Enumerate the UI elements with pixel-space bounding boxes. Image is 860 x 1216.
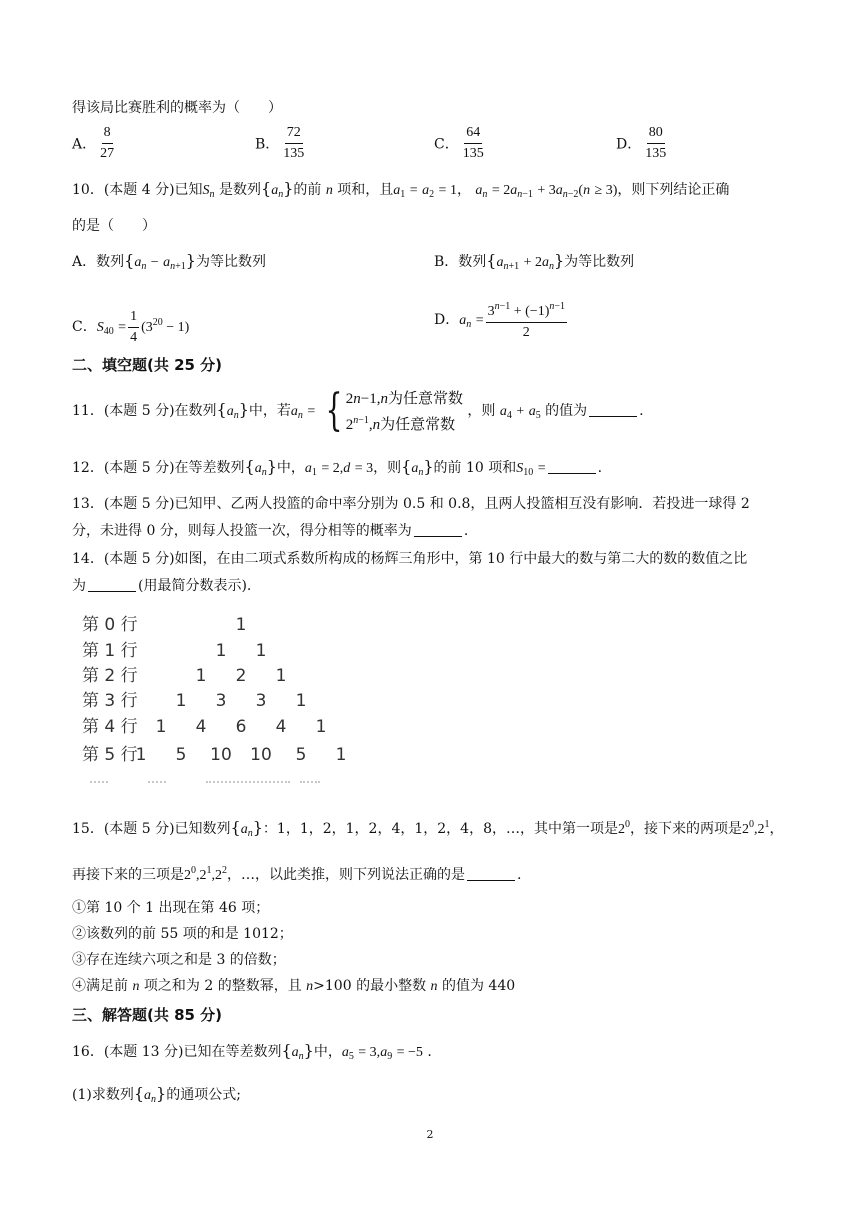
pascal-number: 3	[215, 691, 227, 711]
option-letter: A．	[72, 136, 97, 153]
pascal-row	[82, 690, 382, 712]
pascal-number: 2	[235, 666, 247, 686]
option-fraction: $\frac{64}{135}$	[462, 125, 484, 161]
figure-dots	[148, 781, 166, 783]
figure-dots	[206, 781, 290, 783]
q14-line1: 14．(本题 5 分)如图，在由二项式系数所构成的杨辉三角形中，第 10 行中最大的数与第二大的数的数值之比	[72, 551, 748, 567]
pascal-number: 5	[295, 745, 307, 765]
pascal-row-label: 第 2 行	[82, 666, 138, 686]
pascal-number: 1	[335, 745, 347, 765]
pascal-number: 3	[255, 691, 267, 711]
q16-text: 16．(本题 13 分)已知在等差数列$\{a_n\}$中，$a_5 = 3,a_9 = -5$ .	[72, 1041, 432, 1062]
pascal-row-label: 第 4 行	[82, 717, 138, 737]
option-letter: B．	[255, 136, 280, 153]
pascal-row	[82, 614, 382, 636]
q10-option-d: D．$a_n$ = $\frac{3^{n-1} + (-1)^{n-1}}{2}$	[434, 296, 569, 349]
q9-tail-text: 得该局比赛胜利的概率为（ ）	[72, 100, 282, 116]
pascal-row-label: 第 5 行	[82, 745, 138, 765]
pascal-number: 4	[195, 717, 207, 737]
option-fraction: $\frac{8}{27}$	[100, 125, 115, 161]
q15-item-2: ②该数列的前 55 项的和是 1012；	[72, 926, 293, 942]
option-fraction: $\frac{80}{135}$	[645, 125, 667, 161]
pascal-row-label: 第 3 行	[82, 691, 138, 711]
pascal-number: 4	[275, 717, 287, 737]
q13-line1: 13．(本题 5 分)已知甲、乙两人投篮的命中率分别为 0.5 和 0.8，且两人投篮相互没有影响．若投进一球得 2	[72, 496, 750, 512]
q9-option-b	[255, 124, 308, 163]
pascal-number: 1	[275, 666, 287, 686]
pascal-row	[82, 744, 382, 766]
pascal-row	[82, 716, 382, 738]
pascal-number: 10	[210, 745, 232, 765]
pascal-number: 1	[155, 717, 167, 737]
q16-part-1: (1)求数列$\{a_n\}$的通项公式;	[72, 1084, 241, 1105]
q10-option-c: C．$S_{40}$ = $\frac{1}{4}$ $(3^{20} - 1)$	[72, 308, 190, 345]
pascal-number: 1	[255, 641, 267, 661]
pascal-row	[82, 640, 382, 662]
pascal-row	[82, 665, 382, 687]
figure-dots	[300, 781, 320, 783]
q15-item-3: ③存在连续六项之和是 3 的倍数；	[72, 952, 286, 968]
pascal-number: 5	[175, 745, 187, 765]
pascal-row-label: 第 0 行	[82, 615, 138, 635]
pascal-number: 6	[235, 717, 247, 737]
section-2-heading: 二、填空题(共 25 分)	[72, 356, 223, 374]
q13-line2: 分，未进得 0 分，则每人投篮一次，得分相等的概率为 .	[72, 523, 469, 539]
pascal-number: 1	[215, 641, 227, 661]
page-number: 2	[426, 1128, 434, 1141]
pascal-number: 1	[135, 745, 147, 765]
pascal-number: 1	[175, 691, 187, 711]
pascal-number: 10	[250, 745, 272, 765]
pascal-row-label: 第 1 行	[82, 641, 138, 661]
q15-item-4: ④满足前 n 项之和为 2 的整数幂，且 n>100 的最小整数 n 的值为 440	[72, 978, 516, 994]
q10-option-b: B．数列$\{a_{n+1} + 2a_n\}$为等比数列	[434, 251, 635, 272]
figure-dots	[90, 781, 108, 783]
q12-text: 12．(本题 5 分)在等差数列$\{a_n\}$中，$a_1 = 2,d = 3$，则$\{a_n\}$的前 10 项和$S_{10}$ = .	[72, 457, 603, 478]
pascal-number: 1	[235, 615, 247, 635]
option-letter: D．	[616, 136, 642, 153]
q9-option-d	[616, 124, 670, 163]
q11-text: 11．(本题 5 分)在数列$\{a_n\}$中，若$a_n$ = { 2n−1,n为任意常数 $2^{n-1},n$为任意常数 ，则 $a_4 + a_5$ 的值为 .	[72, 385, 644, 436]
option-letter: C．	[434, 136, 459, 153]
q14-line2: 为 (用最简分数表示).	[72, 578, 252, 594]
pascal-number: 1	[295, 691, 307, 711]
pascal-number: 1	[315, 717, 327, 737]
q15-line1: 15．(本题 5 分)已知数列$\{a_n\}$：1，1，2，1，2，4，1，2，4，8，…，其中第一项是$2^0$，接下来的两项是$2^0,2^1$，	[72, 818, 784, 839]
q10-stem-line1: 10．(本题 4 分)已知$S_n$ 是数列$\{a_n\}$的前 n 项和，且$a_1 = a_2 = 1$， $a_n = 2a_{n-1} + 3a_{n-2}(n \ge 3)$，则下列结论正确	[72, 179, 730, 200]
pascal-number: 1	[195, 666, 207, 686]
q15-line2: 再接下来的三项是$2^0,2^1,2^2$，…，以此类推，则下列说法正确的是 .	[72, 865, 522, 883]
q9-option-a	[72, 124, 118, 163]
q9-option-c	[434, 124, 488, 163]
q15-item-1: ①第 10 个 1 出现在第 46 项；	[72, 900, 270, 916]
option-fraction: $\frac{72}{135}$	[283, 125, 305, 161]
section-3-heading: 三、解答题(共 85 分)	[72, 1006, 223, 1024]
q10-stem-line2: 的是（ ）	[72, 218, 156, 234]
q10-option-a: A．数列$\{a_n - a_{n+1}\}$为等比数列	[72, 251, 266, 272]
